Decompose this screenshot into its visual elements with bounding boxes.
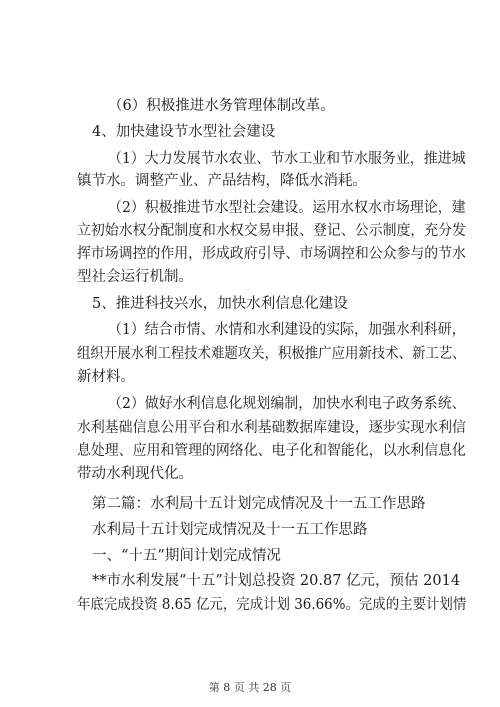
chapter-title: 第二篇：水利局十五计划完成情况及十一五工作思路 — [92, 496, 426, 512]
text-line: 组织开展水利工程技术难题攻关，积极推广应用新技术、新工艺、 — [77, 346, 466, 362]
text-line: （2）积极推进节水型社会建设。运用水权水市场理论，建 — [108, 200, 466, 216]
text-line: **市水利发展“十五”计划总投资 20.87 亿元，预估 2014 — [92, 573, 461, 589]
chapter-subtitle: 水利局十五计划完成情况及十一五工作思路 — [92, 522, 368, 538]
text-line: 带动水利现代化。 — [77, 466, 193, 482]
text-line: 挥市场调控的作用，形成政府引导、市场调控和公众参与的节水 — [77, 246, 466, 262]
text-line: 型社会运行机制。 — [77, 269, 193, 285]
page-footer: 第 8 页 共 28 页 — [208, 681, 292, 694]
text-line: （6）积极推进水务管理体制改革。 — [108, 98, 335, 114]
text-line: 息处理、应用和管理的网络化、电子化和智能化，以水利信息化 — [77, 443, 466, 459]
text-line: 镇节水。调整产业、产品结构，降低水消耗。 — [77, 173, 367, 189]
text-line: 年底完成投资 8.65 亿元，完成计划 36.66%。完成的主要计划情 — [77, 597, 467, 613]
text-line: 水利基础信息公用平台和水利基础数据库建设，逐步实现水利信 — [77, 420, 466, 436]
text-line: 立初始水权分配制度和水权交易申报、登记、公示制度，充分发 — [77, 223, 466, 239]
section-heading: 4、加快建设节水型社会建设 — [92, 124, 276, 140]
text-line: 新材料。 — [77, 369, 135, 385]
text-line: （2）做好水利信息化规划编制，加快水利电子政务系统、 — [108, 396, 466, 412]
section-heading: 一、“十五”期间计划完成情况 — [92, 548, 281, 564]
text-line: （1）大力发展节水农业、节水工业和节水服务业，推进城 — [108, 151, 466, 167]
text-line: （1）结合市情、水情和水利建设的实际，加强水利科研， — [108, 322, 466, 338]
section-heading: 5、推进科技兴水，加快水利信息化建设 — [92, 296, 348, 312]
